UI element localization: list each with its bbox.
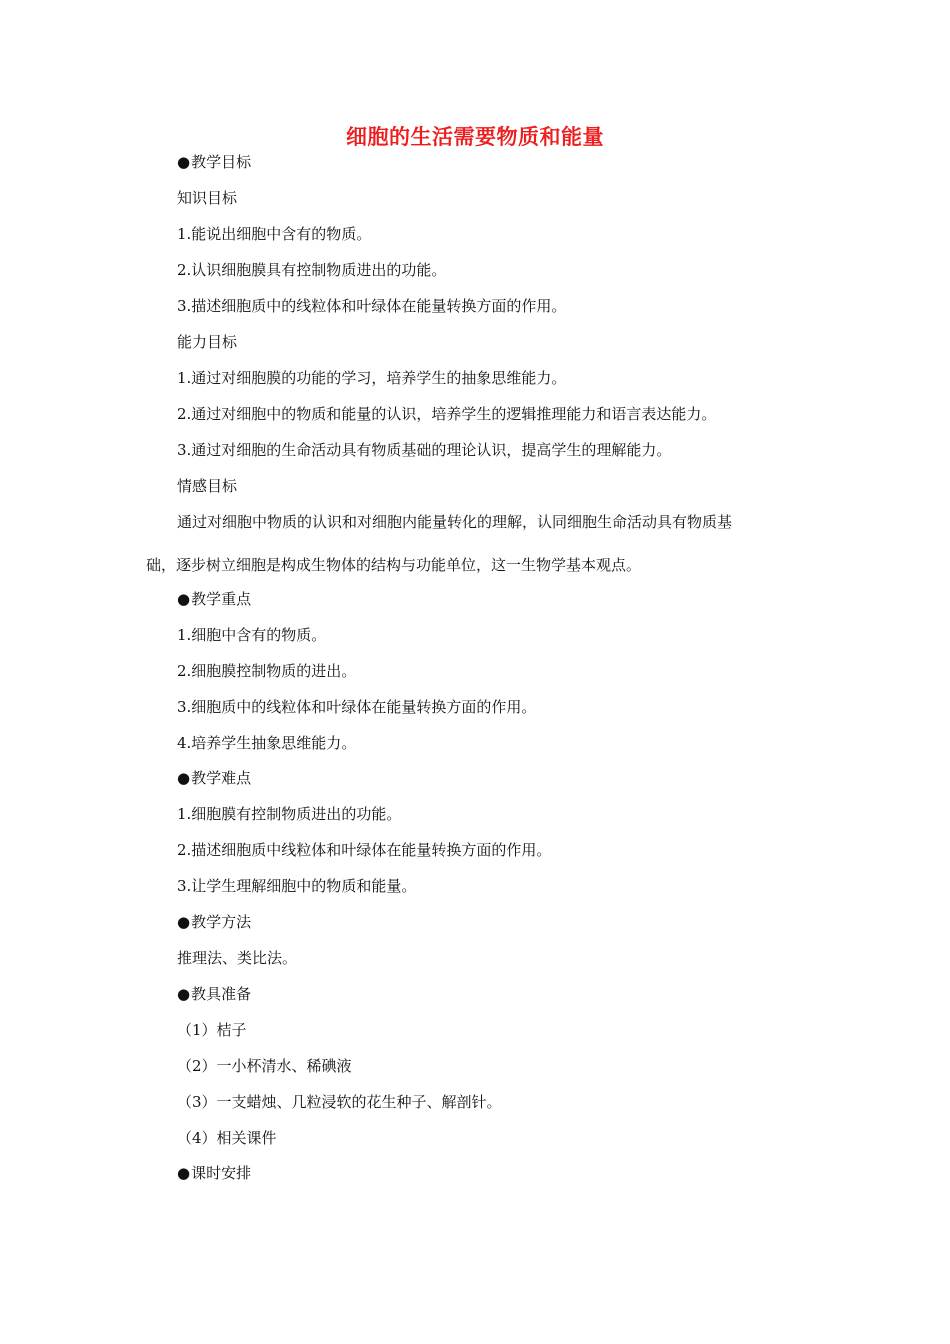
subheading-emotion: 情感目标: [177, 477, 238, 495]
bullet: ●: [177, 1164, 191, 1182]
methods-text: 推理法、类比法。: [177, 949, 298, 967]
list-item: （2）一小杯清水、稀碘液: [177, 1057, 352, 1075]
list-item: 2.描述细胞质中线粒体和叶绿体在能量转换方面的作用。: [177, 841, 552, 859]
list-item: 1.细胞中含有的物质。: [177, 626, 327, 644]
section-heading-objectives: ●教学目标: [177, 153, 252, 171]
list-item: 1.细胞膜有控制物质进出的功能。: [177, 805, 402, 823]
subheading-knowledge: 知识目标: [177, 189, 238, 207]
page-title: 细胞的生活需要物质和能量: [346, 125, 604, 149]
list-item: 1.能说出细胞中含有的物质。: [177, 225, 372, 243]
list-item: （4）相关课件: [177, 1129, 277, 1147]
paragraph-line: 通过对细胞中物质的认识和对细胞内能量转化的理解，认同细胞生命活动具有物质基: [177, 513, 733, 531]
list-item: 3.描述细胞质中的线粒体和叶绿体在能量转换方面的作用。: [177, 297, 567, 315]
section-heading-materials: ●教具准备: [177, 985, 252, 1003]
list-item: 3.通过对细胞的生命活动具有物质基础的理论认识，提高学生的理解能力。: [177, 441, 672, 459]
section-heading-difficulties: ●教学难点: [177, 769, 252, 787]
bullet: ●: [177, 590, 191, 608]
section-heading-methods: ●教学方法: [177, 913, 252, 931]
section-heading-schedule: ●课时安排: [177, 1164, 252, 1182]
list-item: 4.培养学生抽象思维能力。: [177, 734, 357, 752]
list-item: 2.认识细胞膜具有控制物质进出的功能。: [177, 261, 447, 279]
list-item: 3.让学生理解细胞中的物质和能量。: [177, 877, 417, 895]
list-item: 1.通过对细胞膜的功能的学习，培养学生的抽象思维能力。: [177, 369, 567, 387]
list-item: （1）桔子: [177, 1021, 247, 1039]
list-item: （3）一支蜡烛、几粒浸软的花生种子、解剖针。: [177, 1093, 502, 1111]
paragraph-line: 础，逐步树立细胞是构成生物体的结构与功能单位，这一生物学基本观点。: [146, 556, 642, 574]
list-item: 2.细胞膜控制物质的进出。: [177, 662, 357, 680]
emotion-paragraph: [146, 501, 816, 587]
bullet: ●: [177, 913, 191, 931]
bullet: ●: [177, 153, 191, 171]
bullet: ●: [177, 985, 191, 1003]
subheading-ability: 能力目标: [177, 333, 238, 351]
section-heading-key-points: ●教学重点: [177, 590, 252, 608]
bullet: ●: [177, 769, 191, 787]
list-item: 2.通过对细胞中的物质和能量的认识，培养学生的逻辑推理能力和语言表达能力。: [177, 405, 717, 423]
list-item: 3.细胞质中的线粒体和叶绿体在能量转换方面的作用。: [177, 698, 537, 716]
